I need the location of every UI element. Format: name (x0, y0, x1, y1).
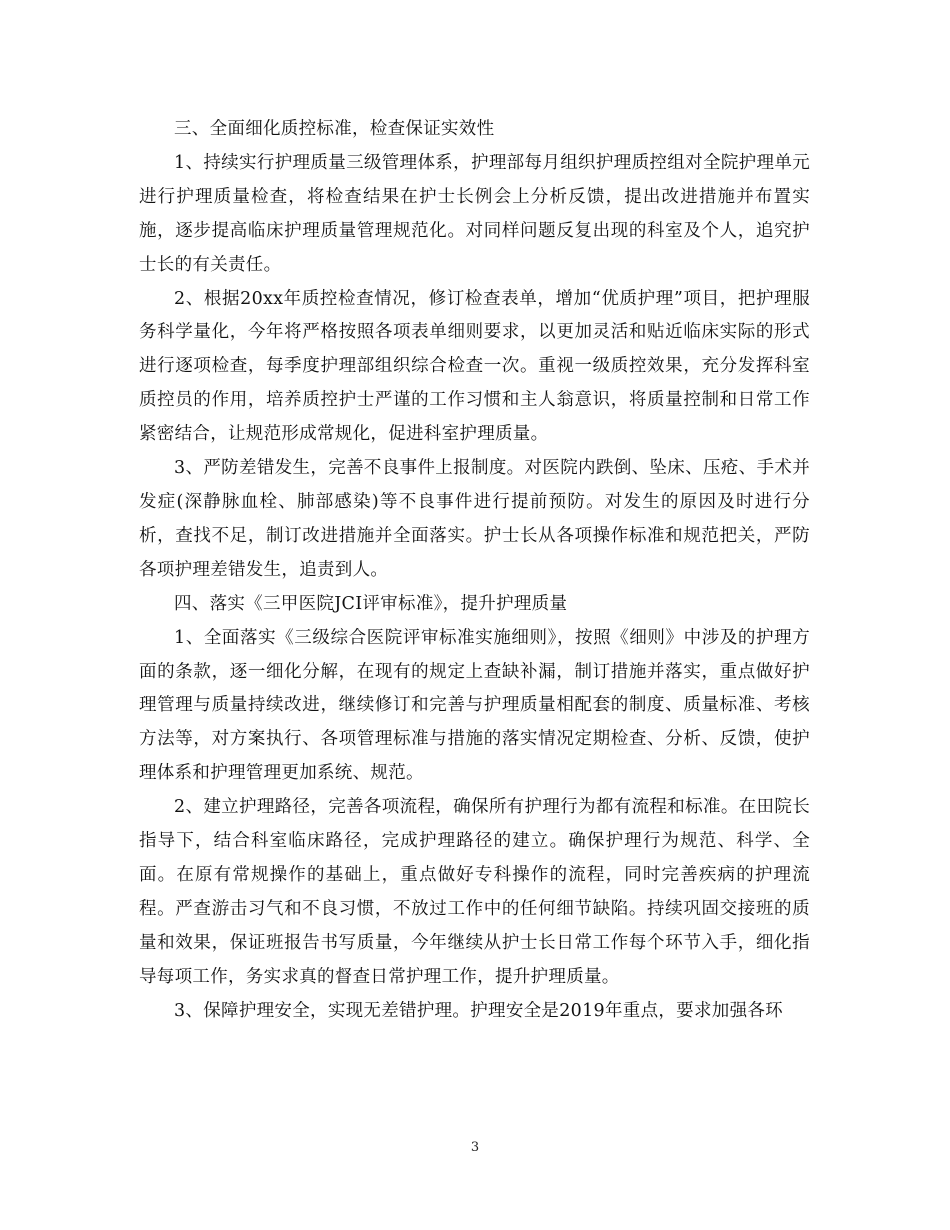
document-body (139, 113, 810, 1028)
paragraph-3-2: 2、根据20xx年质控检查情况，修订检查表单，增加“优质护理”项目，把护理服务科学量化，今年将严格按照各项表单细则要求，以更加灵活和贴近临床实际的形式进行逐项检查，每季度护理部组织综合检查一次。重视一级质控效果，充分发挥科室质控员的作用，培养质控护士严谨的工作习惯和主人翁意识，将质量控制和日常工作紧密结合，让规范形成常规化，促进科室护理质量。 (139, 288, 810, 445)
section-heading-3: 三、全面细化质控标准，检查保证实效性 (174, 119, 495, 139)
page-number: 3 (470, 1140, 480, 1155)
paragraph-3-1: 1、持续实行护理质量三级管理体系，护理部每月组织护理质控组对全院护理单元进行护理质量检查，将检查结果在护士长例会上分析反馈，提出改进措施并布置实施，逐步提高临床护理质量管理规范化。对同样问题反复出现的科室及个人，追究护士长的有关责任。 (139, 152, 810, 275)
paragraph-4-1: 1、全面落实《三级综合医院评审标准实施细则》，按照《细则》中涉及的护理方面的条款，逐一细化分解，在现有的规定上查缺补漏，制订措施并落实，重点做好护理管理与质量持续改进，继续修订和完善与护理质量相配套的制度、质量标准、考核方法等，对方案执行、各项管理标准与措施的落实情况定期检查、分析、反馈，使护理体系和护理管理更加系统、规范。 (139, 627, 810, 784)
paragraph-4-2: 2、建立护理路径，完善各项流程，确保所有护理行为都有流程和标准。在田院长指导下，结合科室临床路径，完成护理路径的建立。确保护理行为规范、科学、全面。在原有常规操作的基础上，重点做好专科操作的流程，同时完善疾病的护理流程。严查游击习气和不良习惯，不放过工作中的任何细节缺陷。持续巩固交接班的质量和效果，保证班报告书写质量，今年继续从护士长日常工作每个环节入手，细化指导每项工作，务实求真的督查日常护理工作，提升护理质量。 (139, 797, 810, 987)
paragraph-4-3: 3、保障护理安全，实现无差错护理。护理安全是2019年重点，要求加强各环 (174, 1000, 783, 1021)
section-heading-4: 四、落实《三甲医院JCI评审标准》，提升护理质量 (174, 593, 568, 614)
paragraph-3-3: 3、严防差错发生，完善不良事件上报制度。对医院内跌倒、坠床、压疮、手术并发症(深静脉血栓、肺部感染)等不良事件进行提前预防。对发生的原因及时进行分析，查找不足，制订改进措施并全面落实。护士长从各项操作标准和规范把关，严防各项护理差错发生，追责到人。 (139, 458, 810, 580)
